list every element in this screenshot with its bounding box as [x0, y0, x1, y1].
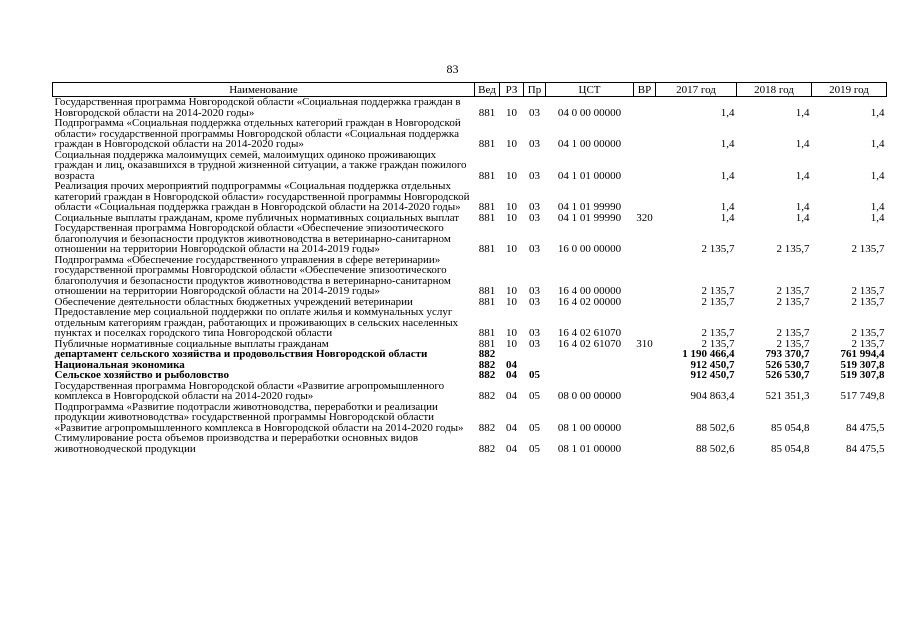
cell-2017: 88 502,6 — [696, 442, 735, 455]
cell-ved: 881 — [478, 201, 496, 213]
table-header-row — [53, 83, 887, 97]
cell-vr — [634, 223, 656, 255]
cell-name: Стимулирование роста объемов производства и переработки основных видов животноводческой продукции — [54, 432, 419, 455]
cell-2018: 2 135,7 — [776, 337, 810, 350]
cell-rz: 10 — [506, 138, 517, 150]
cell-2019: 2 135,7 — [851, 295, 885, 308]
cell-rz: 10 — [506, 201, 517, 213]
cell-pr: 03 — [529, 295, 540, 308]
budget-table — [52, 82, 887, 454]
cell-2018: 1,4 — [795, 211, 810, 224]
cell-2019: 1,4 — [870, 138, 885, 150]
cell-2018: 2 135,7 — [776, 243, 810, 255]
cell-2019: 1,4 — [870, 169, 885, 182]
cell-cst: 04 1 01 00000 — [557, 169, 622, 182]
cell-name: Государственная программа Новгородской области «Обеспечение эпизоотического благополучия и безопасности продуктов животноводства в ветеринарно-санитарном отношении на территории Новгородской области на 2014-2019 годы» — [54, 222, 451, 255]
cell-rz: 04 — [506, 421, 517, 434]
cell-vr — [634, 255, 656, 297]
cell-name: Государственная программа Новгородской области «Развитие агропромышленного комплекса в Новгородской области на 2014-2020 годы» — [54, 379, 445, 402]
cell-2018: 1,4 — [795, 201, 810, 213]
cell-2019: 2 135,7 — [851, 243, 885, 255]
cell-2018: 85 054,8 — [771, 421, 810, 434]
cell-vr: 310 — [636, 337, 653, 350]
cell-pr: 03 — [529, 106, 540, 119]
cell-pr: 03 — [529, 337, 540, 350]
cell-2018: 1,4 — [795, 138, 810, 150]
cell-vr — [634, 370, 656, 381]
cell-ved: 882 — [478, 390, 496, 402]
cell-rz: 10 — [506, 285, 517, 297]
cell-vr — [634, 381, 656, 402]
cell-2017: 88 502,6 — [696, 421, 735, 434]
cell-2017: 1,4 — [720, 138, 735, 150]
cell-name: Обеспечение деятельности областных бюджетных учреждений ветеринарии — [54, 295, 413, 308]
cell-2018: 793 370,7 — [765, 348, 810, 360]
cell-ved: 881 — [478, 138, 496, 150]
cell-ved: 881 — [478, 169, 496, 182]
table-row — [53, 223, 887, 255]
cell-vr — [634, 97, 656, 119]
cell-2019: 84 475,5 — [846, 442, 885, 455]
cell-name: департамент сельского хозяйства и продовольствия Новгородской области — [54, 348, 428, 360]
cell-pr: 05 — [529, 421, 540, 434]
cell-pr: 03 — [529, 327, 540, 339]
cell-pr — [524, 349, 546, 360]
cell-cst: 08 1 01 00000 — [557, 442, 622, 455]
cell-name: Национальная экономика — [54, 358, 185, 371]
cell-ved: 881 — [478, 337, 496, 350]
cell-2017: 2 135,7 — [701, 337, 735, 350]
cell-2017: 1,4 — [720, 201, 735, 213]
cell-2019: 1,4 — [870, 106, 885, 119]
cell-rz: 04 — [506, 358, 517, 371]
cell-2019: 517 749,8 — [840, 390, 885, 402]
cell-ved: 882 — [478, 348, 496, 360]
cell-vr — [634, 402, 656, 434]
cell-2019: 84 475,5 — [846, 421, 885, 434]
cell-rz: 10 — [506, 106, 517, 119]
cell-ved: 881 — [478, 243, 496, 255]
col-header-pr: Пр — [524, 83, 546, 97]
cell-vr — [634, 150, 656, 182]
cell-ved: 881 — [478, 327, 496, 339]
cell-vr — [634, 360, 656, 371]
cell-name: Реализация прочих мероприятий подпрограммы «Социальная поддержка отдельных категорий граждан в Новгородской области» государственной программы Новгородской области «Социальная поддержка граждан в Новгородской области на 2014-2020 годы» — [54, 180, 470, 213]
cell-cst — [546, 349, 634, 360]
cell-2017: 1 190 466,4 — [682, 348, 735, 360]
cell-rz: 04 — [506, 442, 517, 455]
table-row — [53, 255, 887, 297]
cell-name: Социальная поддержка малоимущих семей, малоимущих одиноко проживающих граждан и лиц, оказавшихся в трудной жизненной ситуации, а также граждан пожилого возраста — [54, 148, 467, 182]
cell-name: Подпрограмма «Обеспечение государственного управления в сфере ветеринарии» государственной программы Новгородской области «Обеспечение эпизоотического благополучия и безопасности продуктов животноводства в ветеринарно-санитарном отношении на территории Новгородской области на 2014-2019 годы» — [54, 253, 451, 297]
cell-rz: 04 — [506, 369, 517, 381]
cell-2019: 519 307,8 — [840, 369, 885, 381]
cell-2018: 526 530,7 — [765, 358, 810, 371]
cell-2017: 1,4 — [720, 106, 735, 119]
cell-rz: 10 — [506, 211, 517, 224]
cell-pr: 03 — [529, 201, 540, 213]
cell-cst: 04 1 01 99990 — [557, 201, 622, 213]
cell-2017: 2 135,7 — [701, 285, 735, 297]
cell-2017: 1,4 — [720, 211, 735, 224]
cell-name: Публичные нормативные социальные выплаты гражданам — [54, 337, 329, 350]
cell-2017: 912 450,7 — [690, 358, 735, 371]
cell-cst: 04 0 00 00000 — [557, 106, 622, 119]
table-row — [53, 97, 887, 119]
cell-vr — [634, 297, 656, 308]
cell-cst: 16 4 00 00000 — [557, 285, 622, 297]
cell-ved: 881 — [478, 106, 496, 119]
cell-name: Подпрограмма «Социальная поддержка отдельных категорий граждан в Новгородской области» государственной программы Новгородской области «Социальная поддержка граждан в Новгородской области на 2014-2020 годы» — [54, 117, 461, 150]
table-row — [53, 307, 887, 339]
col-header-2017: 2017 год — [656, 83, 737, 97]
table-row — [53, 381, 887, 402]
cell-pr: 05 — [529, 390, 540, 402]
table-row — [53, 118, 887, 150]
table-row — [53, 150, 887, 182]
cell-2018: 2 135,7 — [776, 295, 810, 308]
cell-2017: 2 135,7 — [701, 243, 735, 255]
cell-cst — [546, 370, 634, 381]
cell-cst: 04 1 00 00000 — [557, 138, 622, 150]
cell-ved: 882 — [478, 442, 496, 455]
cell-2019: 1,4 — [870, 201, 885, 213]
col-header-vr: ВР — [634, 83, 656, 97]
cell-2019: 761 994,4 — [840, 348, 885, 360]
cell-cst: 08 1 00 00000 — [557, 421, 622, 434]
cell-pr: 05 — [529, 442, 540, 455]
cell-cst — [546, 360, 634, 371]
cell-ved: 881 — [478, 295, 496, 308]
cell-ved: 881 — [478, 285, 496, 297]
cell-ved: 882 — [478, 358, 496, 371]
cell-cst: 16 4 02 00000 — [557, 295, 622, 308]
cell-pr: 05 — [529, 369, 540, 381]
col-header-2018: 2018 год — [737, 83, 812, 97]
col-header-2019: 2019 год — [812, 83, 887, 97]
cell-name: Сельское хозяйство и рыболовство — [54, 369, 229, 381]
cell-2018: 526 530,7 — [765, 369, 810, 381]
table-row — [53, 433, 887, 454]
cell-cst: 08 0 00 00000 — [557, 390, 622, 402]
cell-rz: 10 — [506, 337, 517, 350]
cell-vr — [634, 307, 656, 339]
cell-name: Социальные выплаты гражданам, кроме публичных нормативных социальных выплат — [54, 211, 460, 224]
cell-rz: 10 — [506, 327, 517, 339]
cell-pr: 03 — [529, 138, 540, 150]
cell-cst: 16 0 00 00000 — [557, 243, 622, 255]
cell-ved: 882 — [478, 369, 496, 381]
cell-cst: 16 4 02 61070 — [557, 327, 622, 339]
cell-2017: 2 135,7 — [701, 327, 735, 339]
cell-vr — [634, 181, 656, 213]
cell-cst: 04 1 01 99990 — [557, 211, 622, 224]
cell-2017: 912 450,7 — [690, 369, 735, 381]
table-row — [53, 349, 887, 360]
cell-2017: 904 863,4 — [690, 390, 735, 402]
cell-vr — [634, 349, 656, 360]
col-header-ved: Вед — [475, 83, 500, 97]
cell-2018: 2 135,7 — [776, 285, 810, 297]
cell-pr: 03 — [529, 243, 540, 255]
col-header-rz: РЗ — [500, 83, 524, 97]
cell-2017: 2 135,7 — [701, 295, 735, 308]
cell-2019: 519 307,8 — [840, 358, 885, 371]
page-number: 83 — [446, 62, 459, 76]
table-row — [53, 370, 887, 381]
table-row — [53, 181, 887, 213]
cell-rz: 10 — [506, 295, 517, 308]
cell-2019: 1,4 — [870, 211, 885, 224]
cell-pr: 03 — [529, 211, 540, 224]
cell-2018: 2 135,7 — [776, 327, 810, 339]
cell-2018: 85 054,8 — [771, 442, 810, 455]
cell-2019: 2 135,7 — [851, 285, 885, 297]
cell-pr: 03 — [529, 285, 540, 297]
cell-vr — [634, 118, 656, 150]
cell-2018: 1,4 — [795, 106, 810, 119]
cell-vr — [634, 433, 656, 454]
cell-2019: 2 135,7 — [851, 327, 885, 339]
cell-vr: 320 — [636, 211, 653, 224]
cell-2018: 1,4 — [795, 169, 810, 182]
col-header-cst: ЦСТ — [546, 83, 634, 97]
cell-rz: 10 — [506, 169, 517, 182]
cell-rz: 10 — [506, 243, 517, 255]
table-row — [53, 402, 887, 434]
cell-rz: 04 — [506, 390, 517, 402]
col-header-name: Наименование — [53, 83, 475, 97]
cell-rz — [500, 349, 524, 360]
cell-2018: 521 351,3 — [765, 390, 810, 402]
cell-pr: 03 — [529, 169, 540, 182]
cell-name: Предоставление мер социальной поддержки по оплате жилья и коммунальных услуг отдельным категориям граждан, работающих и проживающих в сельских населенных пунктах и поселках городского типа Новгородской области — [54, 306, 459, 339]
cell-2017: 1,4 — [720, 169, 735, 182]
cell-name: Государственная программа Новгородской области «Социальная поддержка граждан в Новгородской области на 2014-2020 годы» — [54, 96, 461, 119]
cell-2019: 2 135,7 — [851, 337, 885, 350]
cell-cst: 16 4 02 61070 — [557, 337, 622, 350]
cell-name: Подпрограмма «Развитие подотрасли животноводства, переработки и реализации продукции животноводства» государственной программы Новгородской области «Развитие агропромышленного комплекса в Новгородской области на 2014-2020 годы» — [54, 400, 464, 434]
cell-ved: 882 — [478, 421, 496, 434]
cell-ved: 881 — [478, 211, 496, 224]
